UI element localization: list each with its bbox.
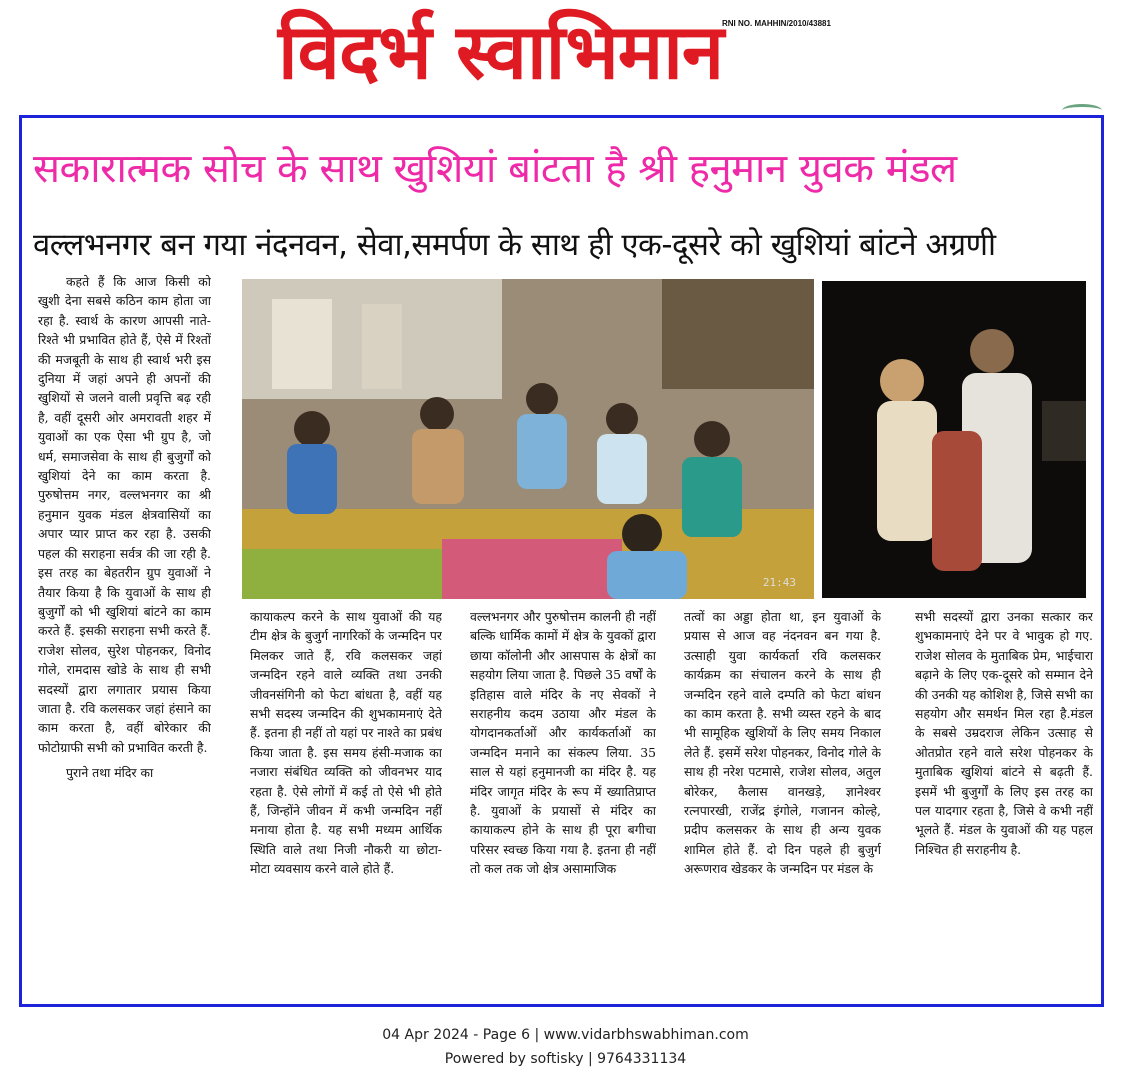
group-photo-illustration bbox=[242, 279, 814, 599]
rni-number: RNI NO. MAHHIN/2010/43881 bbox=[722, 19, 831, 28]
column-1-text: कहते हैं कि आज किसी को खुशी देना सबसे कठिन काम होता जा रहा है. स्वार्थ के कारण आपसी नाते-रिश्ते भी प्रभावित होते हैं, ऐसे में रिश्तों की मजबूती के साथ ही स्वार्थ भरी इस दुनिया में जहां अपने ही अपनों की खुशियों से जलने वाली प्रवृत्ति बढ़ रही है, वहीं दूसरी ओर अमरावती शहर में युवाओं का एक ऐसा भी ग्रुप है, जो धर्म, समाजसेवा के साथ ही बुजुर्गों को खुशियां देने का काम करता है. पुरुषोत्तम नगर, वल्लभनगर का श्री हनुमान युवक मंडल क्षेत्रवासियों का अपार प्यार प्राप्त कर रहा है. उसकी पहल की सराहना सर्वत्र की जा रही है. इस तरह का बेहतरीन ग्रुप युवाओं ने तैयार किया है कि युवाओं के साथ ही बुजुर्गों को भी खुशियां बांटने का काम करते हैं. इसकी सराहना सभी करते हैं. राजेश सोलव, सुरेश पोहनकर, विनोद गोले, रामदास खोडे के साथ ही सभी सदस्यों द्वारा लगातार प्रयास किया जाता है. रवि कलसकर जहां हंसाने का काम करता है, वहीं बोरेकार की फोटोग्राफी सभी को प्रभावित करती है. bbox=[38, 274, 211, 755]
column-3-text: वल्लभनगर और पुरुषोत्तम कालनी ही नहीं बल्कि धार्मिक कामों में क्षेत्र के युवकों द्वारा छाया कॉलोनी और आसपास के क्षेत्रों का सहयोग लिया जाता है. पिछले 35 वर्षों के इतिहास वाले मंदिर के नए सेवकों ने सराहनीय कदम उठाया और मंडल के योगदानकर्ताओं और कार्यकर्ताओं का जन्मदिन मनाने का संकल्प लिया. 35 साल से यहां हनुमानजी का मंदिर है. यह मंदिर जागृत मंदिर के रूप में ख्यातिप्राप्त है. युवाओं के प्रयासों से मंदिर का कायाकल्प होने के साथ ही पूरा बगीचा परिसर स्वच्छ किया गया है. इतना ही नहीं तो कल तक जो क्षेत्र असामाजिक bbox=[470, 609, 656, 877]
masthead bbox=[0, 0, 1131, 110]
article-column-2 bbox=[250, 607, 442, 1002]
photo-timestamp: 21:43 bbox=[762, 576, 796, 589]
column-5-text: सभी सदस्यों द्वारा उनका सत्कार कर शुभकामनाएं देने पर वे भावुक हो गए. राजेश सोलव के मुताबिक प्रेम, भाईचारा बढ़ाने के लिए एक-दूसरे को सम्मान देने की उनकी यह कोशिश है, जिसे सभी का सहयोग और समर्थन मिल रहा है.मंडल के सबसे उम्रदराज लेकिन उत्साह से ओतप्रोत रहने वाले सरेश पोहनकर के मुताबिक खुशियां बांटने से बढ़ती हैं. इसमें भी बुजुर्गों के लिए इस तरह का पल यादगार रहता है, जिसे वे कभी नहीं भूलते हैं. मंडल के युवाओं की यह पहल निश्चित ही सराहनीय है. bbox=[915, 609, 1093, 857]
footer-date-url: 04 Apr 2024 - Page 6 | www.vidarbhswabhiman.com bbox=[382, 1027, 749, 1043]
article-column-3 bbox=[470, 607, 656, 1002]
column-4-text: तत्वों का अड्डा होता था, इन युवाओं के प्रयास से आज वह नंदनवन बन गया है. उत्साही युवा कार्यकर्ता रवि कलसकर कार्यक्रम का संचालन करने के साथ ही जन्मदिन रहने वाले दम्पति को फेटा बांधन का काम करता है. सभी व्यस्त रहने के बाद भी सामूहिक खुशियों के लिए समय निकाल लेते हैं. इसमें सरेश पोहनकर, विनोद गोले के साथ ही नरेश पटमासे, राजेश सोलव, अतुल बोरेकर, कैलास वानखड़े, ज्ञानेश्वर रत्नपारखी, राजेंद्र इंगोले, गजानन कोल्हे, प्रदीप कलसकर के साथ ही अन्य युवक शामिल होते हैं. दो दिन पहले ही बुजुर्ग अरूणराव खेडकर के जन्मदिन पर मंडल के bbox=[684, 609, 881, 877]
article-column-1 bbox=[38, 272, 211, 1002]
article-headline: सकारात्मक सोच के साथ खुशियां बांटता है श्री हनुमान युवक मंडल bbox=[33, 146, 957, 192]
newspaper-logo: विदर्भ स्वाभिमान bbox=[278, 7, 724, 96]
birthday-photo-night bbox=[822, 281, 1086, 598]
article-column-4 bbox=[684, 607, 881, 1002]
column-1-text-continued: पुराने तथा मंदिर का bbox=[66, 765, 154, 781]
footer-powered-by: Powered by softisky | 9764331134 bbox=[444, 1051, 687, 1067]
group-photo-temple bbox=[242, 279, 814, 599]
article-column-5 bbox=[915, 607, 1093, 1002]
birthday-photo-illustration bbox=[822, 281, 1086, 598]
column-2-text: कायाकल्प करने के साथ युवाओं की यह टीम क्षेत्र के बुजुर्ग नागरिकों के जन्मदिन पर मिलकर जाते हैं, रवि कलसकर जहां जन्मदिन रहने वाले व्यक्ति तथा उनकी जीवनसंगिनी को फेटा बांधता है, वहीं यह सभी सदस्य जन्मदिन की शुभकामनाएं देते हैं. इतना ही नहीं तो यहां पर नाश्ते का प्रबंध किया जाता है. इस समय हंसी-मजाक का नजारा संबंधित व्यक्ति को जीवनभर याद रहता है. ऐसे लोगों में कई तो ऐसे भी होते हैं, जिन्होंने जीवन में कभी जन्मदिन नहीं मनाया होता है. यह सभी मध्यम आर्थिक स्थिति वाले तथा निजी नौकरी या छोटा-मोटा व्यवसाय करने वाले होते हैं. bbox=[250, 609, 442, 877]
article-subheadline: वल्लभनगर बन गया नंदनवन, सेवा,समर्पण के साथ ही एक-दूसरे को खुशियां बांटने अग्रणी bbox=[33, 227, 996, 263]
